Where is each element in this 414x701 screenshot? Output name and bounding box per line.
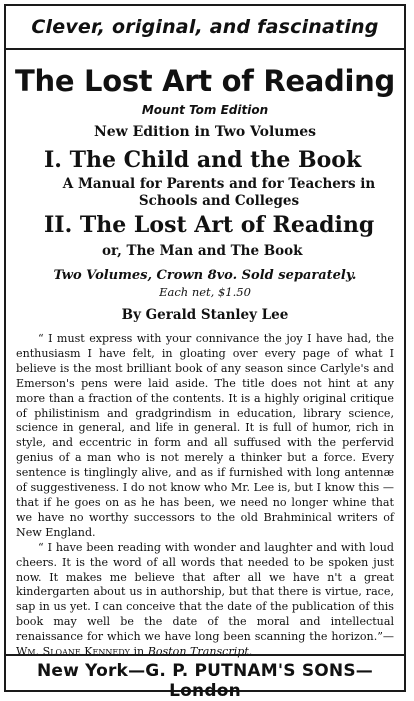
review-source: Boston Transcript. <box>147 645 253 659</box>
review-paragraph-2-text: “ I have been reading with wonder and laughter and with loud cheers. It is the word of all words that needed to be spoken just now. It makes me believe that after all we have n't a great kindergarten about us in authorship, but that there is virtue, race, sap in us yet. I can conceive that the date of the publication of this book may well be the date of the moral and intellectual renaissance for which we have long been scanning the horizon.”— <box>16 540 394 644</box>
footer-divider <box>6 654 404 656</box>
advertisement-frame <box>4 4 406 701</box>
review-signature: Wm. Sloane Kennedy <box>16 645 130 659</box>
volume-two-subtitle: or, The Man and The Book <box>102 243 303 259</box>
tagline: Clever, original, and fascinating <box>31 16 379 38</box>
new-edition-label: New Edition in Two Volumes <box>93 124 317 140</box>
price-line: Each net, $1.50 <box>159 285 251 299</box>
tagline-band <box>6 6 404 50</box>
edition-label: Mount Tom Edition <box>141 103 269 117</box>
book-title: The Lost Art of Reading <box>15 64 395 98</box>
review-paragraph-1: “ I must express with your connivance the joy I have had, the enthusiasm I have felt, in gloating over every page of what I believe is the most brilliant book of any season since Carlyle's and Emerson's pens were laid aside. The title does not hint at any more than a fraction of the contents. It is a highly original critique of philistinism and gradgrindism in education, library science, science in general, and life in general. It is full of humor, rich in style, and eccentric in form and all suffused with the perfervid genius of a man who is not merely a thinker but a force. Every sentence is tinglingly alive, and as if furnished with long antennæ of suggestiveness. I do not know who Mr. Lee is, but I know this —that if he goes on as he has been, we need no longer whine that we have no worthy successors to the old Brahminical writers of New England. <box>16 332 394 539</box>
format-line: Two Volumes, Crown 8vo. Sold separately. <box>53 268 357 283</box>
volume-two-title: II. The Lost Art of Reading <box>44 212 375 238</box>
volume-one-subtitle-line1: A Manual for Parents and for Teachers in <box>62 176 376 192</box>
review-paragraph-2 <box>16 541 394 660</box>
publisher-footer: New York—G. P. PUTNAM'S SONS—London <box>36 661 374 701</box>
review-in-word: in <box>129 645 148 659</box>
review-text <box>16 332 394 660</box>
volume-one-subtitle-line2: Schools and Colleges <box>138 193 300 209</box>
volume-one-subtitle <box>44 176 394 210</box>
author-line: By Gerald Stanley Lee <box>121 307 289 323</box>
volume-one-title: I. The Child and the Book <box>44 147 362 173</box>
